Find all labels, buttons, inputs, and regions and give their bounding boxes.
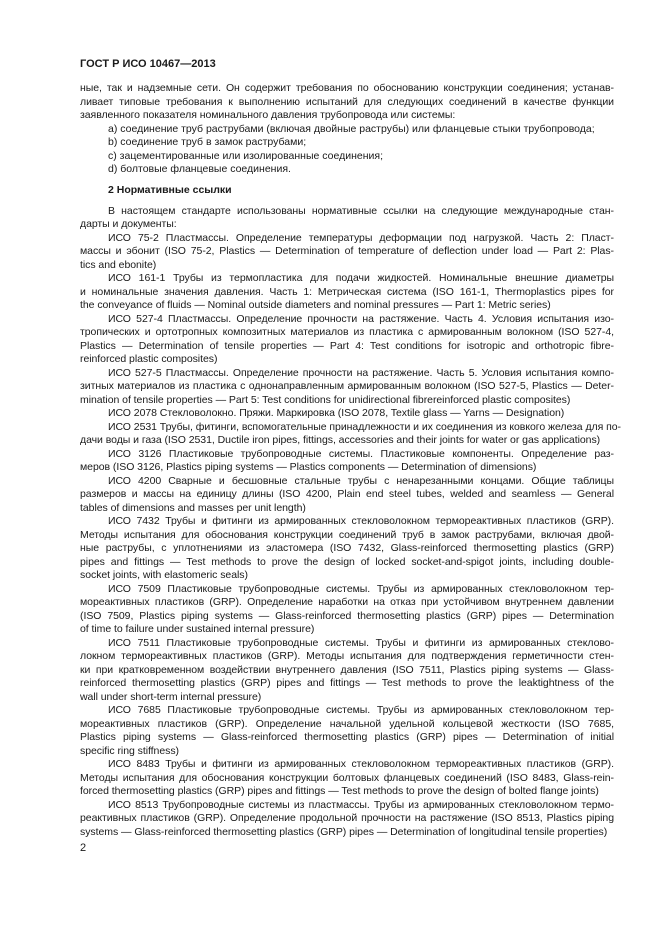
text-line: реактивных пластиков (GRP). Определение продольной прочности на растяжение (ISO 8513, Plastics piping: [80, 812, 614, 824]
text-line: ИСО 8483 Трубы и фитинги из армированных стекловолокном термореактивных пластиков (GRP).: [108, 758, 614, 770]
text-line: ИСО 7509 Пластиковые трубопроводные системы. Трубы из армированных стекловолокном тер-: [108, 582, 614, 595]
text-line: ИСО 2531 Трубы, фитинги, вспомогательные принадлежности и их соединения из ковкого железа для по-: [108, 420, 621, 433]
text-line: ки при кратковременном воздействии внутреннего давления (ISO 7511, Plastics piping systems — Glass-: [80, 663, 614, 676]
text-line: ливает типовые требования к выполнению испытаний для следующих соединений в качестве функции: [80, 95, 614, 108]
text-line: ИСО 75-2 Пластмассы. Определение температуры деформации под нагрузкой. Часть 2: Пласт-: [108, 231, 614, 244]
list-item: b) соединение труб в замок раструбами;: [108, 136, 307, 148]
text-line: меров (ISO 3126, Plastics piping systems — Plastics components — Determination of dimensions): [80, 461, 537, 473]
list-item: d) болтовые фланцевые соединения.: [108, 163, 291, 175]
reference-paragraph: [80, 583, 614, 637]
text-line: Методы испытания для обоснования конструкции соединений труб в замок раструбами, включая двой-: [80, 528, 614, 541]
text-line: ИСО 3126 Пластиковые трубопроводные системы. Пластиковые компоненты. Определение раз-: [108, 447, 614, 460]
text-line: reinforced thermosetting plastics (GRP) pipes and fittings — Test methods to prove the leaktightness of the: [80, 677, 614, 689]
text-line: дачи воды и газа (ISO 2531, Ductile iron pipes, fittings, accessories and their joints for water or gas applications): [80, 434, 601, 446]
reference-paragraph: [80, 758, 614, 799]
text-line: socket joints, with elastomeric seals): [80, 569, 248, 581]
reference-paragraph: [80, 704, 614, 758]
reference-paragraph: [80, 272, 614, 313]
text-line: mination of tensile properties — Part 5: Test conditions for unidirectional fibrereinforced plastic composites): [80, 393, 571, 406]
section-normative-references: [80, 184, 621, 839]
text-line: локном термореактивных пластиков (GRP). Методы испытания для подтверждения герметичности стен-: [80, 650, 614, 662]
text-line: ИСО 527-5 Пластмассы. Определение прочности на растяжение. Часть 5. Условия испытания компо-: [108, 366, 614, 379]
text-line: ИСО 7432 Трубы и фитинги из армированных стекловолокном термореактивных пластиков (GRP).: [108, 515, 614, 527]
text-line: ные раструбы, с уплотнениями из эластомера (ISO 7432, Glass-reinforced thermosetting plastics (GRP): [80, 542, 614, 554]
reference-paragraph: [80, 515, 614, 583]
text-line: tics and ebonite): [80, 258, 157, 271]
text-line: specific ring stiffness): [80, 744, 179, 757]
page-number: 2: [80, 842, 87, 854]
text-line: В настоящем стандарте использованы нормативные ссылки на следующие международные стан-: [108, 204, 614, 217]
reference-paragraph: [80, 420, 621, 448]
text-line: of time to failure under sustained internal pressure): [80, 623, 315, 635]
reference-paragraph: [80, 367, 614, 408]
reference-paragraph: [80, 475, 614, 516]
reference-paragraph: [80, 205, 614, 232]
text-line: ИСО 8513 Трубопроводные системы из пластмассы. Трубы из армированных стекловолокном термо-: [108, 798, 614, 811]
text-line: зитных материалов из пластика с однонаправленным армированным волокном (ISO 527-5, Plastics — Deter-: [80, 380, 614, 392]
text-line: размеров и массы на единицу длины (ISO 4200, Plain end steel tubes, welded and seamless — General: [80, 488, 614, 500]
text-line: the conveyance of fluids — Nominal outside diameters and nominal pressures — Part 1: Metric series): [80, 299, 551, 311]
text-line: массы и эбонит (ISO 75-2, Plastics — Determination of temperature of deflection under load — Part 2: Plas-: [80, 245, 614, 257]
text-line: ИСО 4200 Сварные и бесшовные стальные трубы с ненарезанными концами. Общие таблицы: [108, 474, 614, 487]
list-item: a) соединение труб раструбами (включая двойные раструбы) или фланцевые стыки трубопровода;: [108, 122, 595, 135]
text-line: forced thermosetting plastics (GRP) pipes and fittings — Test methods to prove the design of bolted flange joints): [80, 785, 599, 797]
text-line: и номинальные значения давления. Часть 1: Метрическая система (ISO 161-1, Thermoplastics pipes for: [80, 285, 614, 298]
text-line: ные, так и надземные сети. Он содержит требования по обоснованию конструкции соединения; устанав-: [80, 82, 614, 94]
text-line: ИСО 7511 Пластиковые трубопроводные системы. Трубы и фитинги из армированных стеклово-: [108, 636, 614, 649]
reference-paragraph: [80, 799, 614, 840]
text-line: systems — Glass-reinforced thermosetting plastics (GRP) pipes — Determination of longitudinal tensile properties): [80, 825, 608, 838]
section-heading: 2 Нормативные ссылки: [108, 184, 232, 196]
text-line: Plastics piping systems — Glass-reinforced thermosetting plastics (GRP) pipes — Determination of initial: [80, 731, 614, 743]
text-line: тропических и ортотропных композитных материалов из пластика с армированным волокном (ISO 527-4,: [80, 326, 614, 338]
text-line: мореактивных пластиков (GRP). Определение наработки на отказ при устойчивом внутреннем давлении: [80, 596, 614, 608]
reference-paragraph: [80, 637, 614, 705]
text-line: reinforced plastic composites): [80, 353, 218, 365]
reference-paragraph: [80, 407, 614, 421]
text-line: мореактивных пластиков (GRP). Определение начальной удельной кольцевой жесткости (ISO 7685,: [80, 717, 614, 730]
text-line: ИСО 7685 Пластиковые трубопроводные системы. Трубы из армированных стекловолокном тер-: [108, 704, 614, 716]
reference-paragraph: [80, 232, 614, 273]
reference-paragraph: [80, 448, 614, 475]
text-line: ИСО 161-1 Трубы из термопластика для подачи жидкостей. Номинальные внешние диаметры: [108, 272, 614, 284]
text-line: ИСО 527-4 Пластмассы. Определение прочности на растяжение. Часть 4. Условия испытания изо-: [108, 312, 614, 325]
text-line: wall under short-term internal pressure): [80, 690, 262, 703]
text-line: Методы испытания для обоснования конструкции болтовых фланцевых соединений (ISO 8483, Glass-rein-: [80, 771, 614, 784]
text-line: pipes and fittings — Test methods to prove the design of locked socket-and-spigot joints, including double-: [80, 555, 614, 568]
text-line: (ISO 7509, Plastics piping systems — Glass-reinforced thermosetting plastics (GRP) pipes — Determination: [80, 609, 614, 622]
list-item: c) зацементированные или изолированные соединения;: [108, 149, 383, 162]
reference-paragraph: [80, 313, 614, 367]
text-line: заявленного показателя номинального давления трубопровода или системы:: [80, 109, 456, 121]
text-line: tables of dimensions and masses per unit length): [80, 501, 306, 514]
document-code-header: ГОСТ Р ИСО 10467—2013: [80, 58, 216, 70]
intro-text: [80, 82, 614, 177]
text-line: ИСО 2078 Стекловолокно. Пряжи. Маркировка (ISO 2078, Textile glass — Yarns — Designation): [108, 407, 565, 419]
text-line: Plastics — Determination of tensile properties — Part 4: Test conditions for isotropic and orthotropic fibre-: [80, 339, 614, 352]
text-line: дарты и документы:: [80, 218, 177, 230]
